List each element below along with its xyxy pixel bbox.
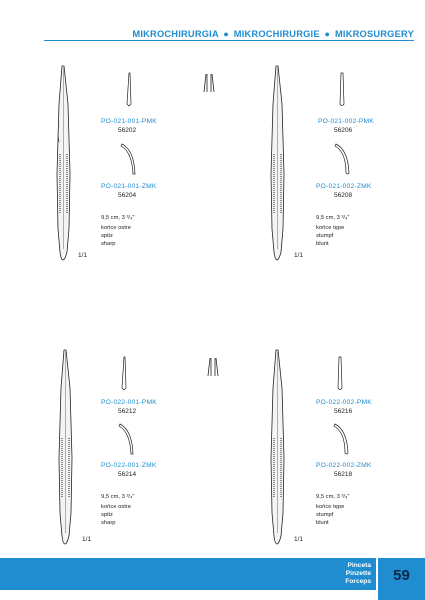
tip-english: blunt [316,241,329,247]
product-code-straight: PO-022-001-PMK [101,399,157,406]
title-german: MIKROCHIRURGIE [233,29,320,39]
scale-label: 1/1 [294,252,304,259]
footer-band [0,558,376,590]
title-english: MIKROSURGERY [334,29,414,39]
bullet-icon: ● [324,29,331,39]
tip-german: stumpf [316,233,334,239]
header-divider [44,40,414,41]
catalog-number-straight: 56212 [118,408,137,415]
tip-detail-straight [124,72,134,108]
tip-polish: końce ostre [101,504,131,510]
tip-english: blunt [316,520,329,526]
size-text: 9,5 cm, 3 ³/₄" [316,494,350,500]
product-spec [101,493,134,527]
product-code-curved: PO-021-002-ZMK [316,183,372,190]
product-spec [316,214,349,248]
tip-english: sharp [101,520,116,526]
forceps-illustration [54,348,78,548]
tip-detail-curved [334,142,354,176]
tip-detail-straight [335,356,345,392]
tip-open-view [201,72,217,94]
product-code-straight: PO-021-002-PMK [318,118,374,125]
tip-detail-curved [333,422,353,456]
tip-german: spitz [101,233,113,239]
product-code-straight: PO-021-001-PMK [101,118,157,125]
category-polish: Pinceta [347,562,371,569]
tip-detail-straight [119,356,129,392]
product-code-curved: PO-022-002-ZMK [316,462,372,469]
category-english: Forceps [345,578,371,585]
title-polish: MIKROCHIRURGIA [132,29,219,39]
page-number: 59 [393,567,410,584]
scale-label: 1/1 [78,252,88,259]
forceps-illustration [266,64,290,264]
product-code-curved: PO-022-001-ZMK [101,462,157,469]
size-text: 9,5 cm, 3 ³/₄" [316,215,350,221]
section-title [132,29,414,39]
tip-german: stumpf [316,512,334,518]
catalog-number-straight: 56216 [334,408,353,415]
scale-label: 1/1 [82,536,92,543]
category-german: Pinzette [345,570,371,577]
product-spec [101,214,134,248]
tip-german: spitz [101,512,113,518]
product-spec [316,493,349,527]
tip-english: sharp [101,241,116,247]
tip-polish: końce tępe [316,504,345,510]
size-text: 9,5 cm, 3 ³/₄" [101,215,135,221]
tip-open-view [205,356,221,378]
catalog-number-straight: 56206 [334,127,353,134]
catalog-number-curved: 56214 [118,471,137,478]
catalog-number-curved: 56204 [118,192,137,199]
tip-detail-curved [120,142,140,176]
catalog-number-curved: 56218 [334,471,353,478]
forceps-illustration [266,348,290,548]
catalog-number-curved: 56208 [334,192,353,199]
forceps-illustration [52,64,76,264]
tip-polish: końce tępe [316,225,345,231]
tip-polish: końce ostre [101,225,131,231]
tip-detail-straight [337,72,347,108]
product-code-straight: PO-022-002-PMK [316,399,372,406]
product-code-curved: PO-021-001-ZMK [101,183,157,190]
catalog-number-straight: 56202 [118,127,137,134]
bullet-icon: ● [223,29,229,39]
page-footer [0,558,425,600]
tip-detail-curved [118,422,138,456]
scale-label: 1/1 [294,536,304,543]
size-text: 9,5 cm, 3 ³/₄" [101,494,135,500]
